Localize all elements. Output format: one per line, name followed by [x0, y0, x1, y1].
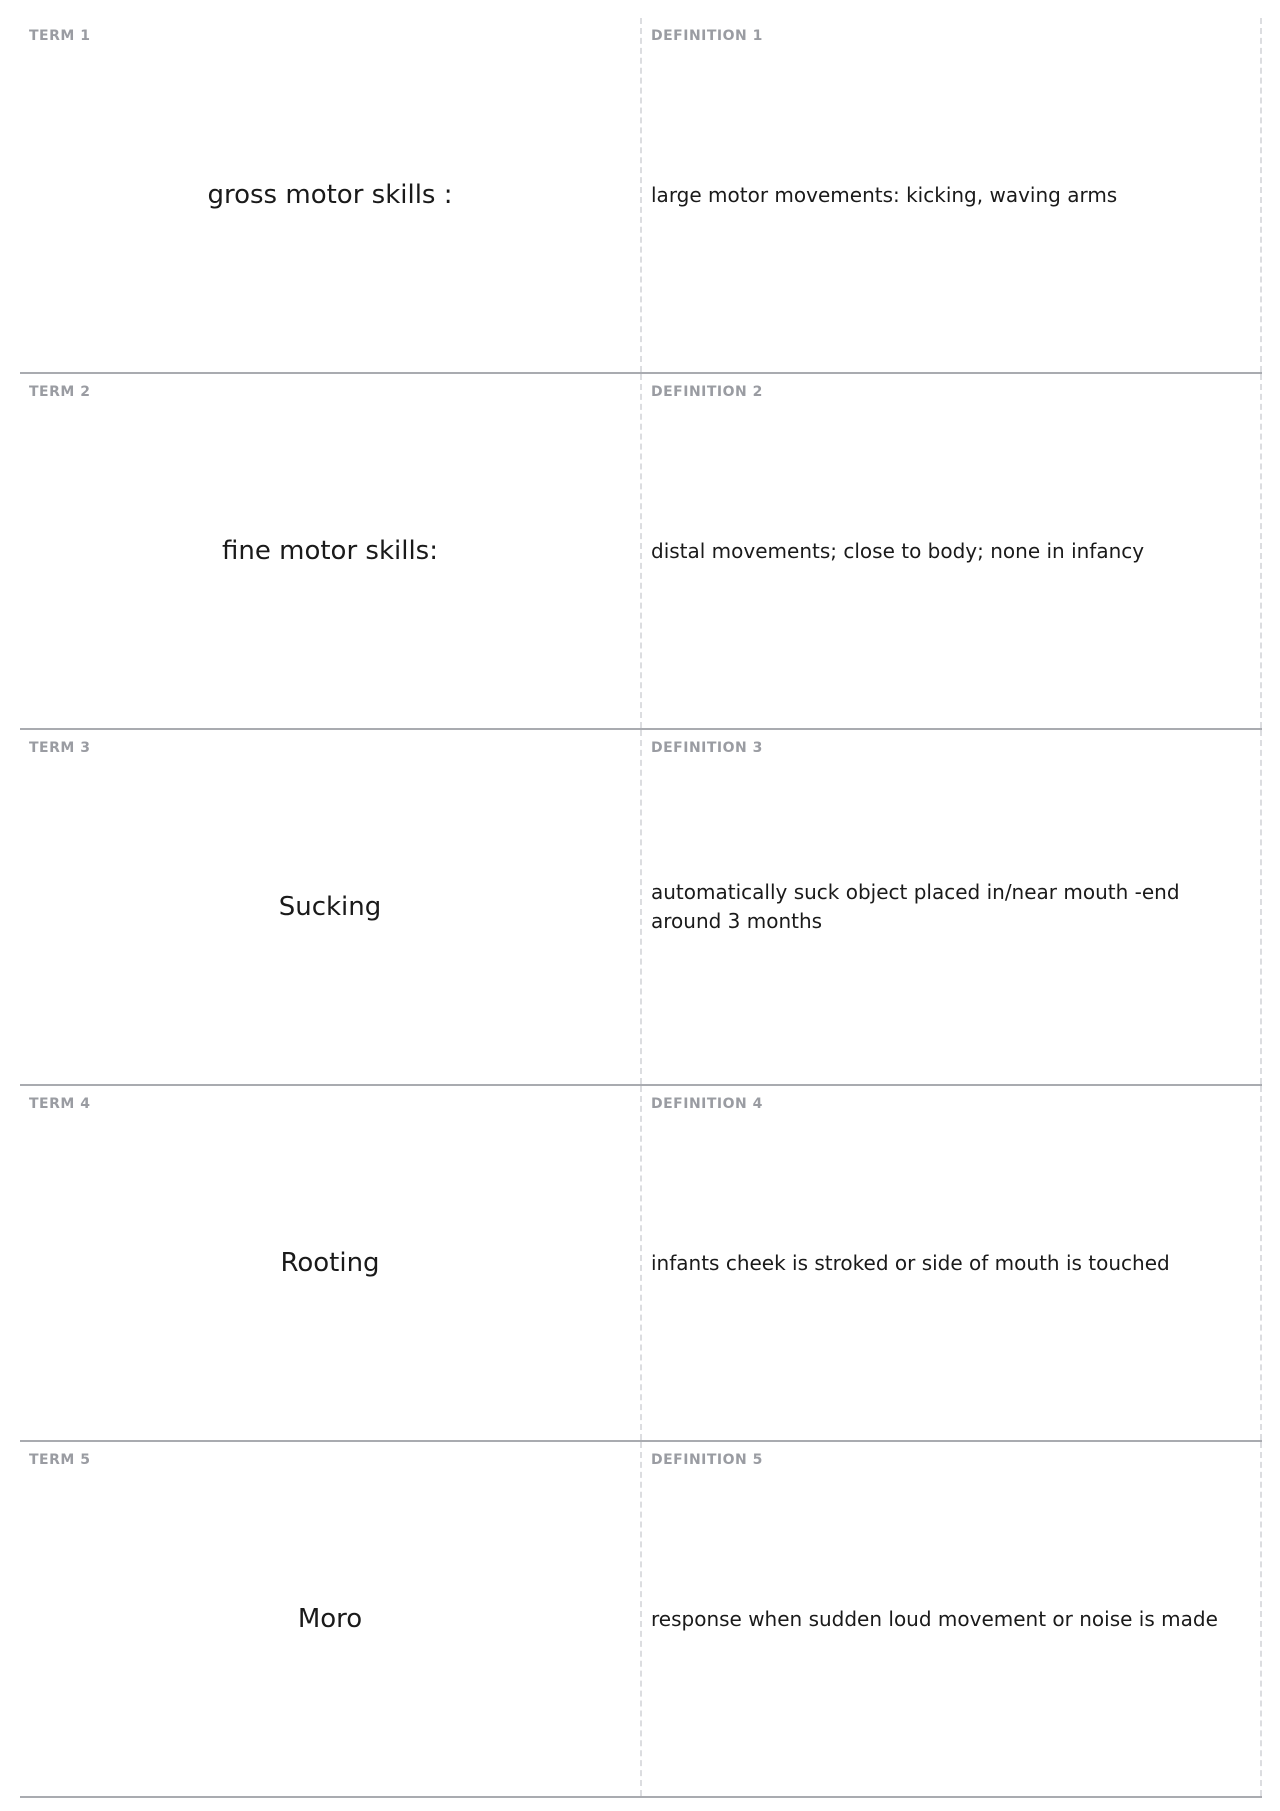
term-value: Moro [297, 1604, 363, 1634]
term-cell [20, 374, 642, 728]
term-text [20, 1442, 640, 1796]
term-value: Sucking [278, 892, 382, 922]
definition-label: DEFINITION 4 [651, 1096, 763, 1112]
term-cell [20, 1086, 642, 1440]
definition-text [651, 18, 1242, 372]
term-value: fine motor skills: [222, 536, 438, 566]
definition-label: DEFINITION 3 [651, 740, 763, 756]
flashcard-row [20, 1086, 1262, 1442]
flashcard-row [20, 374, 1262, 730]
definition-cell [642, 18, 1262, 372]
definition-text [651, 374, 1242, 728]
term-cell [20, 1442, 642, 1796]
flashcard-row [20, 18, 1262, 374]
term-text [20, 18, 640, 372]
term-cell [20, 18, 642, 372]
term-cell [20, 730, 642, 1084]
definition-cell [642, 1086, 1262, 1440]
definition-text [651, 730, 1242, 1084]
definition-label: DEFINITION 2 [651, 384, 763, 400]
flashcard-row [20, 1442, 1262, 1798]
flashcard-sheet [20, 18, 1262, 1798]
term-text [20, 1086, 640, 1440]
definition-value: automatically suck object placed in/near mouth -end around 3 months [651, 880, 1180, 933]
definition-value: distal movements; close to body; none in infancy [651, 538, 1145, 563]
definition-text [651, 1086, 1242, 1440]
definition-value: large motor movements: kicking, waving arms [651, 182, 1118, 207]
term-label: TERM 3 [29, 740, 91, 756]
term-value: Rooting [280, 1248, 380, 1278]
definition-value: infants cheek is stroked or side of mouth is touched [651, 1250, 1170, 1275]
term-label: TERM 1 [29, 28, 91, 44]
definition-cell [642, 730, 1262, 1084]
definition-cell [642, 374, 1262, 728]
term-text [20, 374, 640, 728]
term-value: gross motor skills : [207, 180, 453, 210]
definition-value: response when sudden loud movement or noise is made [651, 1606, 1218, 1631]
term-label: TERM 5 [29, 1452, 91, 1468]
term-text [20, 730, 640, 1084]
definition-cell [642, 1442, 1262, 1796]
definition-label: DEFINITION 1 [651, 28, 763, 44]
definition-label: DEFINITION 5 [651, 1452, 763, 1468]
flashcard-row [20, 730, 1262, 1086]
definition-text [651, 1442, 1242, 1796]
term-label: TERM 2 [29, 384, 91, 400]
term-label: TERM 4 [29, 1096, 91, 1112]
